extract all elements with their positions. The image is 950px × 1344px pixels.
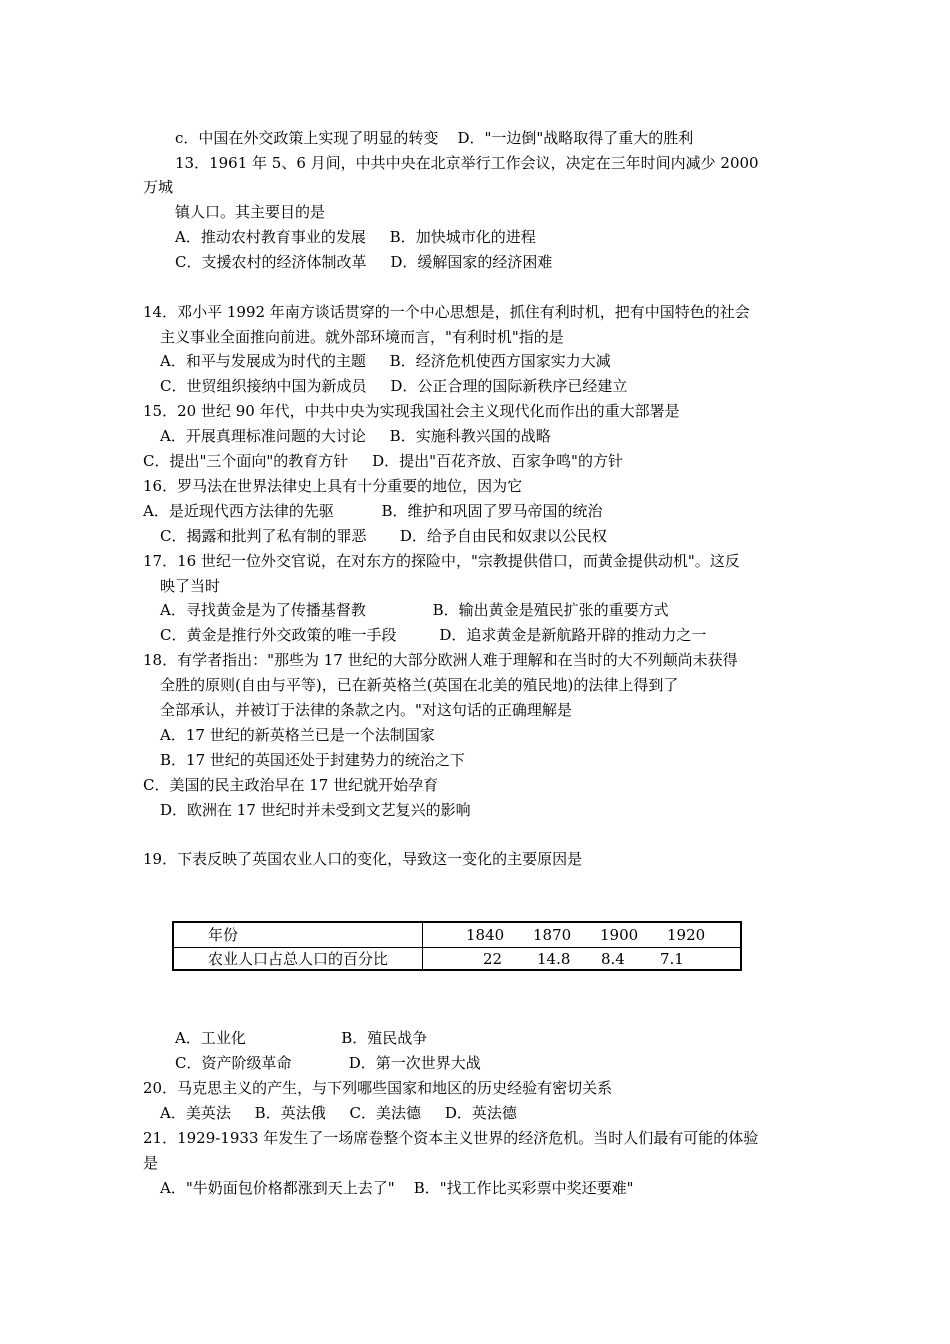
question-17-stem-cont: 映了当时 [160,577,221,595]
question-15-options-cd: C．提出"三个面向"的教育方针 D．提出"百花齐放、百家争鸣"的方针 [143,452,623,470]
question-18-option-b: B．17 世纪的英国还处于封建势力的统治之下 [160,751,465,769]
option-line: c．中国在外交政策上实现了明显的转变 D．"一边倒"战略取得了重大的胜利 [175,129,694,147]
question-14-options-ab: A．和平与发展成为时代的主题 B．经济危机使西方国家实力大减 [160,352,611,370]
question-18-option-a: A．17 世纪的新英格兰已是一个法制国家 [160,726,435,744]
question-18-stem-cont: 全胜的原则(自由与平等)，已在新英格兰(英国在北美的殖民地)的法律上得到了 [160,676,679,694]
question-20-stem: 20．马克思主义的产生，与下列哪些国家和地区的历史经验有密切关系 [143,1079,613,1097]
question-14-stem: 14．邓小平 1992 年南方谈话贯穿的一个中心思想是，抓住有利时机，把有中国特色的社会 [143,303,750,321]
question-13-stem-wrap: 万城 [143,178,174,196]
table-divider [422,923,423,969]
question-13-options-cd: C．支援农村的经济体制改革 D．缓解国家的经济困难 [175,253,553,271]
population-table [172,921,742,971]
question-13-stem: 13．1961 年 5、6 月间，中共中央在北京举行工作会议，决定在三年时间内减少 2000 [175,154,759,172]
question-19-options-ab: A．工业化 B．殖民战争 [175,1029,428,1047]
table-value: 14.8 [537,950,571,968]
question-17-stem: 17．16 世纪一位外交官说，在对东方的探险中，"宗教提供借口，而黄金提供动机"。这反 [143,552,740,570]
table-value: 7.1 [660,950,684,968]
question-18-option-c: C．美国的民主政治早在 17 世纪就开始孕育 [143,776,439,794]
table-year: 1900 [600,926,639,944]
question-18-stem-cont2: 全部承认，并被订于法律的条款之内。"对这句话的正确理解是 [160,701,572,719]
question-15-stem: 15．20 世纪 90 年代，中共中央为实现我国社会主义现代化而作出的重大部署是 [143,402,680,420]
question-16-options-ab: A．是近现代西方法律的先驱 B．维护和巩固了罗马帝国的统治 [143,502,603,520]
question-20-options: A．美英法 B．英法俄 C．美法德 D．英法德 [160,1104,517,1122]
question-18-stem: 18．有学者指出："那些为 17 世纪的大部分欧洲人难于理解和在当时的大不列颠尚未获得 [143,651,738,669]
question-14-options-cd: C．世贸组织接纳中国为新成员 D．公正合理的国际新秩序已经建立 [160,377,628,395]
question-13-options-ab: A．推动农村教育事业的发展 B．加快城市化的进程 [175,228,536,246]
question-21-stem-wrap: 是 [143,1154,159,1172]
question-17-options-ab: A．寻找黄金是为了传播基督教 B．输出黄金是殖民扩张的重要方式 [160,601,669,619]
question-17-options-cd: C．黄金是推行外交政策的唯一手段 D．追求黄金是新航路开辟的推动力之一 [160,626,707,644]
question-18-option-d: D．欧洲在 17 世纪时并未受到文艺复兴的影响 [160,801,471,819]
table-year: 1840 [466,926,505,944]
question-19-stem: 19．下表反映了英国农业人口的变化，导致这一变化的主要原因是 [143,850,583,868]
question-19-options-cd: C．资产阶级革命 D．第一次世界大战 [175,1054,481,1072]
table-header-row [174,923,740,948]
table-header-label: 年份 [208,926,239,944]
question-16-stem: 16．罗马法在世界法律史上具有十分重要的地位，因为它 [143,477,523,495]
table-year: 1920 [667,926,706,944]
question-16-options-cd: C．揭露和批判了私有制的罪恶 D．给予自由民和奴隶以公民权 [160,527,607,545]
table-row-label: 农业人口占总人口的百分比 [208,950,389,968]
table-value: 8.4 [601,950,625,968]
table-year: 1870 [533,926,572,944]
question-14-stem-cont: 主义事业全面推向前进。就外部环境而言，"有利时机"指的是 [160,328,564,346]
question-21-stem: 21．1929-1933 年发生了一场席卷整个资本主义世界的经济危机。当时人们最有可能的体验 [143,1129,759,1147]
question-21-options-ab: A．"牛奶面包价格都涨到天上去了" B．"找工作比买彩票中奖还要难" [160,1179,634,1197]
question-15-options-ab: A．开展真理标准问题的大讨论 B．实施科教兴国的战略 [160,427,551,445]
table-value: 22 [483,950,503,968]
question-13-stem-cont: 镇人口。其主要目的是 [175,203,326,221]
